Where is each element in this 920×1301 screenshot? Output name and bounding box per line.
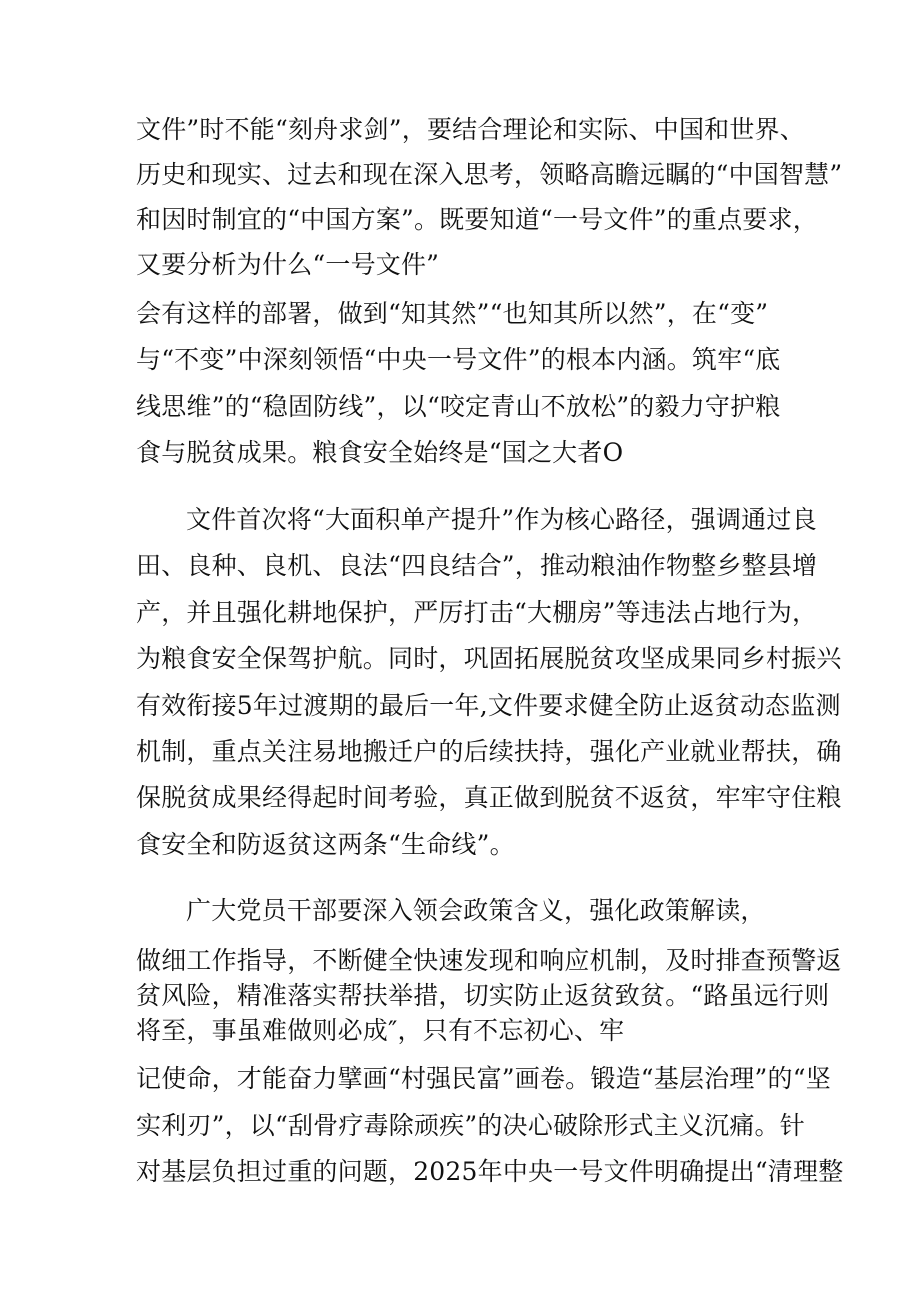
text-line-5: 会有这样的部署，做到“知其然”“也知其所以然”，在“变” xyxy=(136,299,769,328)
text-line-21: 记使命，才能奋力擘画“村强民富”画卷。锻造“基层治理”的“坚 xyxy=(136,1064,831,1093)
text-line-8: 食与脱贫成果。粮食安全始终是“国之大者O xyxy=(136,438,624,467)
text-line-2: 历史和现实、过去和现在深入思考，领略高瞻远瞩的“中国智慧” xyxy=(136,160,843,189)
text-line-12: 为粮食安全保驾护航。同时，巩固拓展脱贫攻坚成果同乡村振兴 xyxy=(136,644,842,673)
text-line-16: 食安全和防返贫这两条“生命线”。 xyxy=(136,830,515,859)
text-line-4: 又要分析为什么“一号文件” xyxy=(136,250,440,279)
text-line-7: 线思维”的“稳固防线”，以“咬定青山不放松”的毅力守护粮 xyxy=(136,392,781,421)
text-line-10: 田、良种、良机、良法“四良结合”，推动粮油作物整乡整县增 xyxy=(136,551,818,580)
text-line-9: 文件首次将“大面积单产提升”作为核心路径，强调通过良 xyxy=(186,505,817,534)
text-line-20: 将至，事虽难做则必成″，只有不忘初心、牢 xyxy=(136,1016,625,1045)
text-line-19: 贫风险，精准落实帮扶举措，切实防止返贫致贫。“路虽远行则 xyxy=(136,981,830,1010)
text-line-15: 保脱贫成果经得起时间考验，真正做到脱贫不返贫，牢牢守住粮 xyxy=(136,783,842,812)
text-line-13: 有效衔接5年过渡期的最后一年,文件要求健全防止返贫动态监测 xyxy=(136,691,841,720)
text-line-11: 产，并且强化耕地保护，严厉打击“大棚房”等违法占地行为， xyxy=(136,598,818,627)
text-line-6: 与“不变”中深刻领悟“中央一号文件”的根本内涵。筑牢“底 xyxy=(136,345,781,374)
text-line-17: 广大党员干部要深入领会政策含义，强化政策解读， xyxy=(186,896,766,925)
text-line-14: 机制，重点关注易地搬迁户的后续扶持，强化产业就业帮扶，确 xyxy=(136,737,842,766)
text-line-1: 文件”时不能“刻舟求剑”，要结合理论和实际、中国和世界、 xyxy=(136,115,805,144)
text-line-18: 做细工作指导，不断健全快速发现和响应机制，及时排查预警返 xyxy=(136,946,842,975)
text-line-22: 实利刃”，以“刮骨疗毒除顽疾”的决心破除形式主义沉痛。针 xyxy=(136,1111,805,1140)
text-line-23: 对基层负担过重的问题，2025年中央一号文件明确提出“清理整 xyxy=(136,1157,844,1186)
text-line-3: 和因时制宜的“中国方案”。既要知道“一号文件”的重点要求， xyxy=(136,205,818,234)
